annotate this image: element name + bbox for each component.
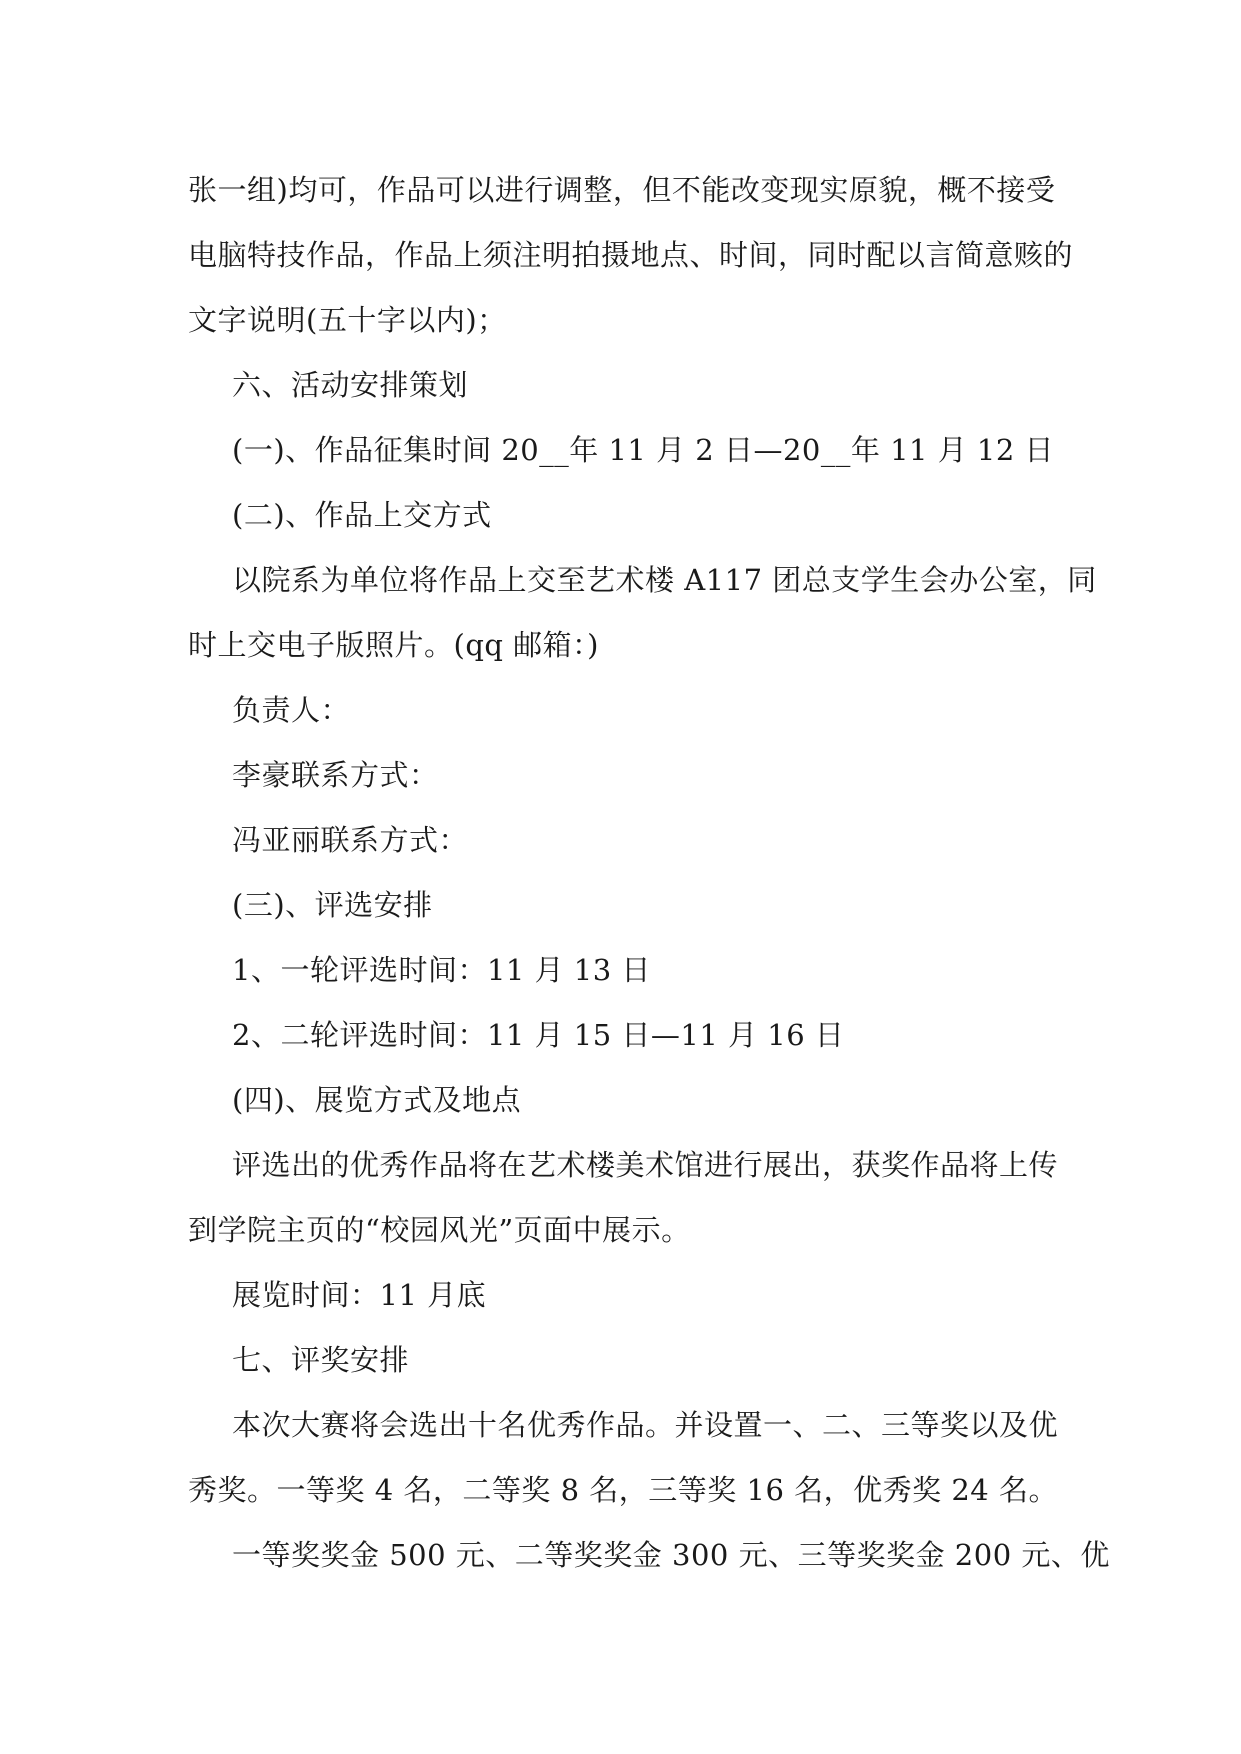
text-line: 2、二轮评选时间：11 月 15 日—11 月 16 日 bbox=[232, 1018, 845, 1052]
text-line: 李豪联系方式： bbox=[232, 758, 439, 792]
document-body bbox=[188, 158, 1110, 1588]
text-line: 本次大赛将会选出十名优秀作品。并设置一、二、三等奖以及优 bbox=[232, 1408, 1059, 1442]
text-line: 秀奖。一等奖 4 名，二等奖 8 名，三等奖 16 名，优秀奖 24 名。 bbox=[188, 1473, 1058, 1507]
text-line: 张一组)均可，作品可以进行调整，但不能改变现实原貌，概不接受 bbox=[188, 173, 1056, 207]
text-line: 文字说明(五十字以内)； bbox=[188, 303, 507, 337]
text-line: 到学院主页的“校园风光”页面中展示。 bbox=[188, 1213, 691, 1247]
text-line: 电脑特技作品，作品上须注明拍摄地点、时间，同时配以言简意赅的 bbox=[188, 238, 1074, 272]
section-heading: 七、评奖安排 bbox=[232, 1343, 410, 1377]
text-line: 1、一轮评选时间：11 月 13 日 bbox=[232, 953, 651, 987]
subsection-heading: (二)、作品上交方式 bbox=[232, 498, 492, 532]
text-line: 评选出的优秀作品将在艺术楼美术馆进行展出，获奖作品将上传 bbox=[232, 1148, 1059, 1182]
subsection-heading: (四)、展览方式及地点 bbox=[232, 1083, 522, 1117]
text-line: 展览时间：11 月底 bbox=[232, 1278, 487, 1312]
text-line: 负责人： bbox=[232, 693, 351, 727]
text-line: 一等奖奖金 500 元、二等奖奖金 300 元、三等奖奖金 200 元、优 bbox=[232, 1538, 1110, 1572]
subsection-heading: (一)、作品征集时间 20__年 11 月 2 日—20__年 11 月 12 日 bbox=[232, 433, 1055, 467]
text-line: 以院系为单位将作品上交至艺术楼 A117 团总支学生会办公室，同 bbox=[232, 563, 1097, 597]
subsection-heading: (三)、评选安排 bbox=[232, 888, 433, 922]
text-line: 冯亚丽联系方式： bbox=[232, 823, 469, 857]
text-line: 时上交电子版照片。(qq 邮箱：) bbox=[188, 628, 599, 662]
section-heading: 六、活动安排策划 bbox=[232, 368, 469, 402]
